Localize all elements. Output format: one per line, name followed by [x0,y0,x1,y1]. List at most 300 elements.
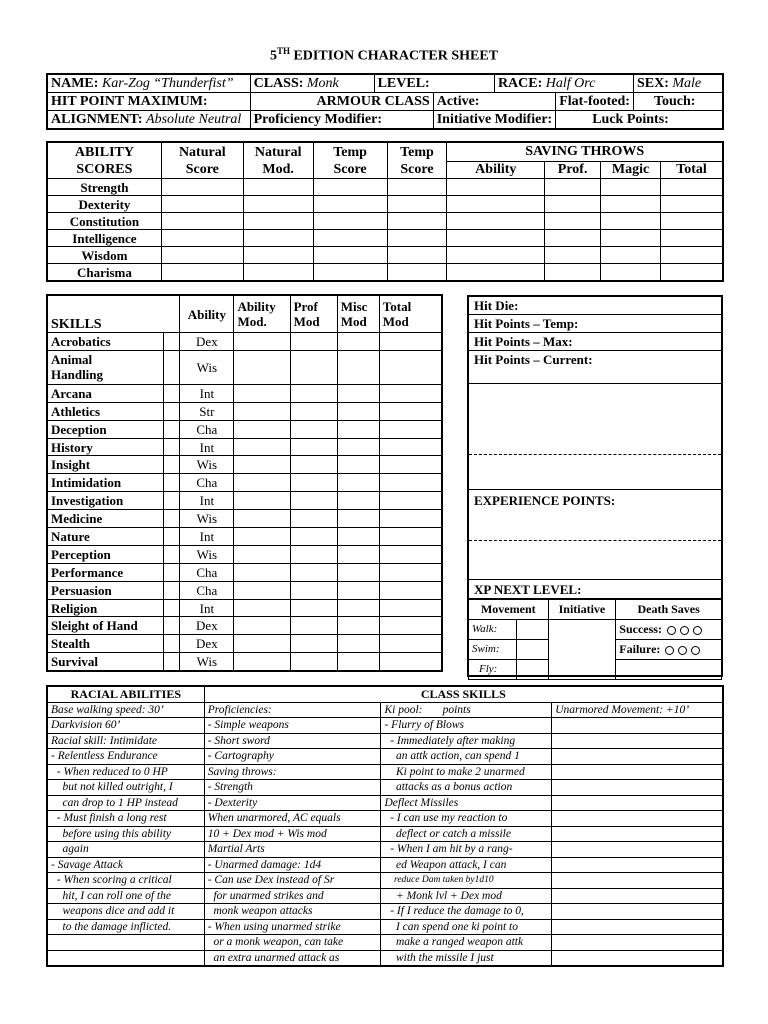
class-skill-line[interactable]: - Flurry of Blows [381,718,552,734]
st-ability-cell[interactable] [447,230,545,247]
st-ability-cell[interactable] [447,213,545,230]
class-skill-line[interactable]: 10 + Dex mod + Wis mod [204,826,381,842]
natural-score-cell[interactable] [161,196,243,213]
temp-score-2-cell[interactable] [387,247,447,264]
skill-misc-mod-cell[interactable] [337,492,379,510]
skill-proficient-box[interactable] [164,402,180,420]
class-skill-line[interactable] [552,718,723,734]
skill-ability: Int [180,528,234,546]
skill-misc-mod-cell[interactable] [337,420,379,438]
st-total-cell[interactable] [661,179,723,196]
st-ability-header: Ability [447,161,545,179]
class-skill-line[interactable]: with the missile I just [381,950,552,966]
class-skill-line[interactable]: monk weapon attacks [204,904,381,920]
ability-text-row [48,857,723,873]
skill-name: Religion [48,599,164,617]
skill-prof-mod-cell[interactable] [290,420,337,438]
skill-name: Deception [48,420,164,438]
st-magic-cell[interactable] [601,213,661,230]
class-skill-line[interactable] [552,935,723,951]
class-skill-line[interactable]: or a monk weapon, can take [204,935,381,951]
skill-prof-mod-cell[interactable] [290,333,337,351]
movement-table [468,599,722,680]
st-total-cell[interactable] [661,247,723,264]
racial-ability-line[interactable]: hit, I can roll one of the [48,888,205,904]
skill-misc-mod-cell[interactable] [337,350,379,384]
racial-ability-line[interactable]: can drop to 1 HP instead [48,795,205,811]
skill-misc-mod-cell[interactable] [337,581,379,599]
skill-name: Perception [48,545,164,563]
skill-ability: Dex [180,635,234,653]
skill-ability-mod-cell[interactable] [234,420,290,438]
st-total-cell[interactable] [661,230,723,247]
class-skill-line[interactable] [552,857,723,873]
skill-ability-mod-cell[interactable] [234,438,290,456]
natural-score-header: Natural Score [161,143,243,179]
class-skill-line[interactable]: - Short sword [204,733,381,749]
skill-proficient-box[interactable] [164,510,180,528]
skill-total-mod-cell[interactable] [379,350,441,384]
racial-ability-line[interactable]: - Must finish a long rest [48,811,205,827]
racial-ability-line[interactable]: before using this ability [48,826,205,842]
success-circle-2[interactable] [680,626,689,635]
hit-points-panel [467,295,723,677]
initiative-field[interactable]: Initiative Modifier: [433,111,555,129]
skill-ability-mod-cell[interactable] [234,333,290,351]
class-skill-line[interactable]: - If I reduce the damage to 0, [381,904,552,920]
racial-abilities-header: RACIAL ABILITIES [48,687,205,703]
skill-ability: Wis [180,653,234,671]
ability-name: Intelligence [48,230,162,247]
class-skill-line[interactable]: - Can use Dex instead of Sr [204,873,381,889]
class-skill-line[interactable]: an extra unarmed attack as [204,950,381,966]
swim-label: Swim: [469,640,517,660]
ability-name: Dexterity [48,196,162,213]
ability-text-row [48,950,723,966]
ability-scores-header: ABILITY SCORES [48,143,162,179]
temp-score-cell[interactable] [313,196,387,213]
temp-score-2-cell[interactable] [387,264,447,281]
natural-mod-cell[interactable] [243,264,313,281]
death-saves-header: Death Saves [616,600,722,620]
skill-total-mod-cell[interactable] [379,333,441,351]
class-skill-line[interactable]: attacks as a bonus action [381,780,552,796]
sex-field[interactable]: SEX: Male [633,75,722,93]
skill-ability-mod-cell[interactable] [234,528,290,546]
st-magic-cell[interactable] [601,230,661,247]
class-skill-line[interactable]: - Strength [204,780,381,796]
class-skill-line[interactable]: an attk action, can spend 1 [381,749,552,765]
class-skill-line[interactable]: ed Weapon attack, I can [381,857,552,873]
skill-prof-mod-cell[interactable] [290,581,337,599]
skill-ability-mod-cell[interactable] [234,599,290,617]
skill-prof-mod-cell[interactable] [290,617,337,635]
skill-misc-mod-cell[interactable] [337,563,379,581]
class-skill-line[interactable]: - Cartography [204,749,381,765]
name-field[interactable]: NAME: Kar-Zog “Thunderfist” [48,75,251,93]
skill-total-mod-cell[interactable] [379,510,441,528]
ability-text-row [48,811,723,827]
class-skill-line[interactable] [552,780,723,796]
experience-points-field[interactable]: EXPERIENCE POINTS: [469,490,721,541]
skill-prof-mod-cell[interactable] [290,492,337,510]
skill-prof-mod-cell[interactable] [290,402,337,420]
skill-prof-mod-cell[interactable] [290,545,337,563]
class-skill-line[interactable] [552,888,723,904]
st-magic-cell[interactable] [601,264,661,281]
skill-name: Insight [48,456,164,474]
class-skill-line[interactable]: - Simple weapons [204,718,381,734]
hp-temp-field[interactable]: Hit Points – Temp: [469,315,721,333]
class-skill-line[interactable]: deflect or catch a missile [381,826,552,842]
class-skill-line[interactable]: - I can use my reaction to [381,811,552,827]
st-prof-cell[interactable] [545,213,601,230]
skill-misc-mod-cell[interactable] [337,653,379,671]
temp-score-cell[interactable] [313,247,387,264]
skill-misc-mod-cell[interactable] [337,510,379,528]
skill-name: Nature [48,528,164,546]
skill-ability: Dex [180,333,234,351]
skill-row [48,474,442,492]
class-skill-line[interactable]: for unarmed strikes and [204,888,381,904]
temp-score-cell[interactable] [313,213,387,230]
class-skill-line[interactable]: make a ranged weapon attk [381,935,552,951]
skill-ability: Str [180,402,234,420]
skill-prof-mod-cell[interactable] [290,456,337,474]
class-skill-line[interactable]: Ki point to make 2 unarmed [381,764,552,780]
class-skill-line[interactable] [552,950,723,966]
skill-misc-mod-cell[interactable] [337,599,379,617]
skill-ability-mod-cell[interactable] [234,617,290,635]
skill-ability: Cha [180,581,234,599]
skill-row [48,528,442,546]
skill-prof-mod-cell[interactable] [290,350,337,384]
skill-proficient-box[interactable] [164,492,180,510]
skill-misc-mod-cell[interactable] [337,438,379,456]
ability-text-row [48,795,723,811]
skill-prof-mod-cell[interactable] [290,474,337,492]
xp-next-level-field[interactable]: XP NEXT LEVEL: [469,580,721,599]
skill-row [48,402,442,420]
hit-die-field[interactable]: Hit Die: [469,297,721,315]
skill-proficient-box[interactable] [164,456,180,474]
natural-mod-cell[interactable] [243,179,313,196]
hp-current-field[interactable]: Hit Points – Current: [469,351,721,384]
skill-proficient-box[interactable] [164,350,180,384]
skill-total-mod-cell[interactable] [379,474,441,492]
skill-misc-mod-cell[interactable] [337,545,379,563]
ability-name: Strength [48,179,162,196]
skill-total-mod-cell[interactable] [379,402,441,420]
skill-proficient-box[interactable] [164,581,180,599]
skill-proficient-box[interactable] [164,474,180,492]
class-skill-line[interactable]: Proficiencies: [204,702,381,718]
skill-misc-mod-cell[interactable] [337,617,379,635]
armour-class-label: ARMOUR CLASS [250,93,433,111]
class-skill-line[interactable] [552,826,723,842]
skill-proficient-box[interactable] [164,438,180,456]
hp-max-field[interactable]: HIT POINT MAXIMUM: [48,93,251,111]
natural-score-cell[interactable] [161,247,243,264]
racial-ability-line[interactable]: weapons dice and add it [48,904,205,920]
skill-total-mod-cell[interactable] [379,635,441,653]
skill-name: Investigation [48,492,164,510]
skill-total-mod-cell[interactable] [379,599,441,617]
natural-mod-cell[interactable] [243,196,313,213]
ac-flat-field[interactable]: Flat-footed: [556,93,634,111]
skill-misc-mod-cell[interactable] [337,528,379,546]
racial-ability-line[interactable]: Racial skill: Intimidate [48,733,205,749]
temp-score-2-cell[interactable] [387,213,447,230]
success-circle-1[interactable] [667,626,676,635]
st-prof-cell[interactable] [545,179,601,196]
skill-misc-mod-cell[interactable] [337,333,379,351]
class-skill-line[interactable]: I can spend one ki point to [381,919,552,935]
class-skill-line[interactable] [552,811,723,827]
natural-score-cell[interactable] [161,230,243,247]
skill-row [48,384,442,402]
ability-text-row [48,888,723,904]
skill-ability-mod-cell[interactable] [234,581,290,599]
skill-prof-mod-cell[interactable] [290,563,337,581]
ability-text-row [48,826,723,842]
skill-ability-mod-cell[interactable] [234,563,290,581]
skill-total-mod-cell[interactable] [379,438,441,456]
level-field[interactable]: LEVEL: [374,75,494,93]
skill-total-mod-cell[interactable] [379,456,441,474]
skill-ability-mod-cell[interactable] [234,456,290,474]
skill-row [48,438,442,456]
skill-ability-mod-cell[interactable] [234,635,290,653]
temp-score-cell[interactable] [313,179,387,196]
st-magic-header: Magic [601,161,661,179]
skill-prof-mod-cell[interactable] [290,528,337,546]
class-skill-line[interactable] [552,749,723,765]
ability-text-row [48,904,723,920]
ability-text-row [48,935,723,951]
ability-scores-table [47,142,723,281]
racial-ability-line[interactable]: but not killed outright, I [48,780,205,796]
natural-mod-cell[interactable] [243,230,313,247]
skill-total-mod-cell[interactable] [379,492,441,510]
skill-total-mod-cell[interactable] [379,420,441,438]
temp-score-2-cell[interactable] [387,179,447,196]
racial-ability-line[interactable]: - Savage Attack [48,857,205,873]
racial-ability-line[interactable]: Base walking speed: 30’ [48,702,205,718]
skill-proficient-box[interactable] [164,545,180,563]
failure-circle-2[interactable] [678,646,687,655]
racial-ability-line[interactable]: - When scoring a critical [48,873,205,889]
st-prof-cell[interactable] [545,247,601,264]
ability-text-row [48,702,723,718]
fly-value[interactable] [516,660,548,680]
skill-misc-mod-cell[interactable] [337,635,379,653]
st-total-cell[interactable] [661,264,723,281]
fly-label: Fly: [469,660,517,680]
alignment-field[interactable]: ALIGNMENT: Absolute Neutral [48,111,251,129]
class-skill-line[interactable] [552,842,723,858]
skill-proficient-box[interactable] [164,653,180,671]
temp-score-cell[interactable] [313,264,387,281]
initiative-value[interactable] [548,620,616,680]
skill-misc-mod-cell[interactable] [337,474,379,492]
st-total-cell[interactable] [661,196,723,213]
skill-total-mod-cell[interactable] [379,528,441,546]
st-total-header: Total [661,161,723,179]
skill-ability-mod-cell[interactable] [234,474,290,492]
class-skill-line[interactable]: Deflect Missiles [381,795,552,811]
class-skill-line[interactable]: Ki pool: points [381,702,552,718]
class-skill-line[interactable]: - Unarmed damage: 1d4 [204,857,381,873]
skill-ability-mod-cell[interactable] [234,384,290,402]
st-prof-cell[interactable] [545,230,601,247]
class-skill-line[interactable] [552,904,723,920]
st-prof-cell[interactable] [545,264,601,281]
class-skill-line[interactable] [552,795,723,811]
racial-ability-line[interactable]: Darkvision 60’ [48,718,205,734]
skill-proficient-box[interactable] [164,333,180,351]
skill-proficient-box[interactable] [164,599,180,617]
racial-ability-line[interactable]: - Relentless Endurance [48,749,205,765]
skill-total-mod-cell[interactable] [379,581,441,599]
skill-ability-mod-cell[interactable] [234,510,290,528]
ac-active-field[interactable]: Active: [433,93,555,111]
skill-proficient-box[interactable] [164,384,180,402]
class-skill-line[interactable] [552,873,723,889]
class-skill-line[interactable]: Martial Arts [204,842,381,858]
st-ability-cell[interactable] [447,196,545,213]
skill-ability: Wis [180,510,234,528]
class-field[interactable]: CLASS: Monk [250,75,374,93]
st-magic-cell[interactable] [601,196,661,213]
skill-prof-mod-cell[interactable] [290,384,337,402]
temp-score-2-cell[interactable] [387,196,447,213]
class-skill-line[interactable] [552,919,723,935]
natural-mod-cell[interactable] [243,247,313,264]
skill-ability: Wis [180,350,234,384]
skill-total-mod-cell[interactable] [379,653,441,671]
skill-ability-mod-cell[interactable] [234,350,290,384]
swim-value[interactable] [516,640,548,660]
skill-ability-mod-cell[interactable] [234,402,290,420]
ability-name: Wisdom [48,247,162,264]
temp-score-cell[interactable] [313,230,387,247]
skill-name: Arcana [48,384,164,402]
class-skill-line[interactable] [552,764,723,780]
skill-name: Persuasion [48,581,164,599]
class-skill-line[interactable]: reduce Dam taken by1d10 [381,873,552,889]
natural-score-cell[interactable] [161,213,243,230]
skill-ability: Cha [180,563,234,581]
st-prof-cell[interactable] [545,196,601,213]
class-skill-line[interactable]: - Dexterity [204,795,381,811]
skill-proficient-box[interactable] [164,420,180,438]
skill-misc-mod-cell[interactable] [337,456,379,474]
st-magic-cell[interactable] [601,179,661,196]
skill-ability: Int [180,599,234,617]
ability-row [48,230,723,247]
skill-row [48,635,442,653]
failure-circle-3[interactable] [691,646,700,655]
skill-total-mod-cell[interactable] [379,545,441,563]
skill-proficient-box[interactable] [164,563,180,581]
natural-mod-cell[interactable] [243,213,313,230]
temp-score-2-cell[interactable] [387,230,447,247]
st-total-cell[interactable] [661,213,723,230]
skill-name: Athletics [48,402,164,420]
failure-circle-1[interactable] [665,646,674,655]
class-skill-line[interactable]: - When using unarmed strike [204,919,381,935]
class-skills-header: CLASS SKILLS [204,687,722,703]
skill-total-mod-cell[interactable] [379,617,441,635]
hp-max-field-2[interactable]: Hit Points – Max: [469,333,721,351]
race-field[interactable]: RACE: Half Orc [494,75,633,93]
ability-name: Charisma [48,264,162,281]
skill-total-mod-cell[interactable] [379,384,441,402]
class-skill-line[interactable]: When unarmored, AC equals [204,811,381,827]
skill-prof-mod-cell[interactable] [290,510,337,528]
natural-score-cell[interactable] [161,264,243,281]
skill-proficient-box[interactable] [164,528,180,546]
st-magic-cell[interactable] [601,247,661,264]
class-skill-line[interactable] [552,733,723,749]
skill-proficient-box[interactable] [164,617,180,635]
natural-score-cell[interactable] [161,179,243,196]
class-skill-line[interactable]: Saving throws: [204,764,381,780]
class-skill-line[interactable]: Unarmored Movement: +10’ [552,702,723,718]
st-ability-cell[interactable] [447,264,545,281]
page-title: 5TH EDITION CHARACTER SHEET [269,46,499,64]
ability-row [48,247,723,264]
skill-prof-mod-cell[interactable] [290,438,337,456]
skill-name: Performance [48,563,164,581]
skill-prof-mod-cell[interactable] [290,653,337,671]
class-skill-line[interactable]: - When I am hit by a rang- [381,842,552,858]
experience-notes[interactable] [469,541,721,580]
skill-ability-mod-cell[interactable] [234,653,290,671]
skill-total-mod-cell[interactable] [379,563,441,581]
ability-name: Constitution [48,213,162,230]
skill-prof-mod-cell[interactable] [290,635,337,653]
skill-prof-mod-cell[interactable] [290,599,337,617]
ability-text-row [48,780,723,796]
hp-notes-2[interactable] [469,455,721,490]
racial-ability-line[interactable] [48,935,205,951]
class-skill-line[interactable]: + Monk lvl + Dex mod [381,888,552,904]
class-skill-line[interactable]: - Immediately after making [381,733,552,749]
skill-ability-mod-cell[interactable] [234,492,290,510]
skill-proficient-box[interactable] [164,635,180,653]
walk-value[interactable] [516,620,548,640]
st-ability-cell[interactable] [447,179,545,196]
hp-current-notes[interactable] [469,384,721,455]
skill-row [48,581,442,599]
luck-field[interactable]: Luck Points: [556,111,723,129]
ability-row [48,196,723,213]
ac-touch-field[interactable]: Touch: [633,93,722,111]
racial-ability-line[interactable]: - When reduced to 0 HP [48,764,205,780]
skill-misc-mod-cell[interactable] [337,402,379,420]
skill-misc-mod-cell[interactable] [337,384,379,402]
racial-ability-line[interactable]: to the damage inflicted. [48,919,205,935]
success-circle-3[interactable] [693,626,702,635]
st-ability-cell[interactable] [447,247,545,264]
proficiency-field[interactable]: Proficiency Modifier: [250,111,433,129]
racial-ability-line[interactable] [48,950,205,966]
racial-ability-line[interactable]: again [48,842,205,858]
skill-ability-mod-cell[interactable] [234,545,290,563]
skill-ability-header: Ability [180,296,234,333]
